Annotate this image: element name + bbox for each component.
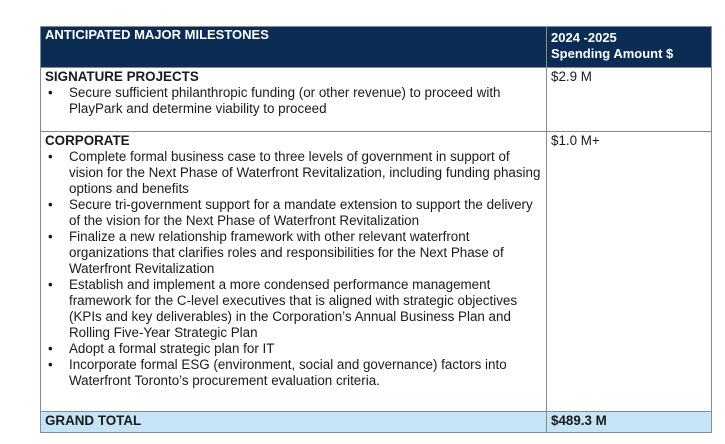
- milestones-table: [40, 26, 712, 433]
- list-item: [45, 149, 542, 197]
- milestones-column-header: ANTICIPATED MAJOR MILESTONES: [41, 27, 547, 68]
- grand-total-row: [41, 412, 712, 433]
- list-item: [45, 277, 542, 341]
- list-item: [45, 357, 542, 389]
- milestones-cell: [41, 132, 547, 412]
- bullet-list: [45, 149, 542, 389]
- section-title: CORPORATE: [45, 133, 130, 148]
- bullet-icon: •: [48, 341, 53, 356]
- amount-column-header: [547, 27, 712, 68]
- list-item-text: Finalize a new relationship framework with other relevant waterfront organizations that clarifies roles and responsibilities for the Next Phase of Waterfront Revitalization: [69, 229, 504, 276]
- amount-cell: $2.9 M: [547, 68, 712, 132]
- amount-header-line1: 2024 -2025: [551, 30, 617, 45]
- list-item-text: Complete formal business case to three levels of government in support of vision for the Next Phase of Waterfront Revitalization, including funding phasing options and benefits: [69, 149, 541, 196]
- table-row-signature-projects: [41, 68, 712, 132]
- milestones-cell: [41, 68, 547, 132]
- table-header-row: [41, 27, 712, 68]
- bullet-list: [45, 85, 542, 117]
- list-item-text: Secure tri-government support for a mandate extension to support the delivery of the vision for the Next Phase of Waterfront Revitalization: [69, 197, 533, 228]
- list-item: [45, 229, 542, 277]
- bullet-icon: •: [48, 197, 53, 212]
- list-item-text: Establish and implement a more condensed performance management framework for the C-level executives that is aligned with strategic objectives (KPIs and key deliverables) in the Corporation’s Annual Business Plan and Rolling Five-Year Strategic Plan: [69, 277, 518, 340]
- list-item: [45, 341, 542, 357]
- grand-total-label: GRAND TOTAL: [41, 412, 547, 433]
- list-item-text: Secure sufficient philanthropic funding (or other revenue) to proceed with PlayPark and determine viability to proceed: [69, 85, 501, 116]
- amount-cell: $1.0 M+: [547, 132, 712, 412]
- list-item: [45, 85, 542, 117]
- list-item-text: Incorporate formal ESG (environment, social and governance) factors into Waterfront Toronto’s procurement evaluation criteria.: [69, 357, 507, 388]
- table-row-corporate: [41, 132, 712, 412]
- grand-total-amount: $489.3 M: [547, 412, 712, 433]
- list-item-text: Adopt a formal strategic plan for IT: [69, 341, 275, 356]
- bullet-icon: •: [48, 277, 53, 292]
- bullet-icon: •: [48, 357, 53, 372]
- section-title: SIGNATURE PROJECTS: [45, 69, 199, 84]
- list-item: [45, 197, 542, 229]
- amount-header-line2: Spending Amount $: [551, 46, 674, 61]
- bullet-icon: •: [48, 149, 53, 164]
- bullet-icon: •: [48, 229, 53, 244]
- bullet-icon: •: [48, 85, 53, 100]
